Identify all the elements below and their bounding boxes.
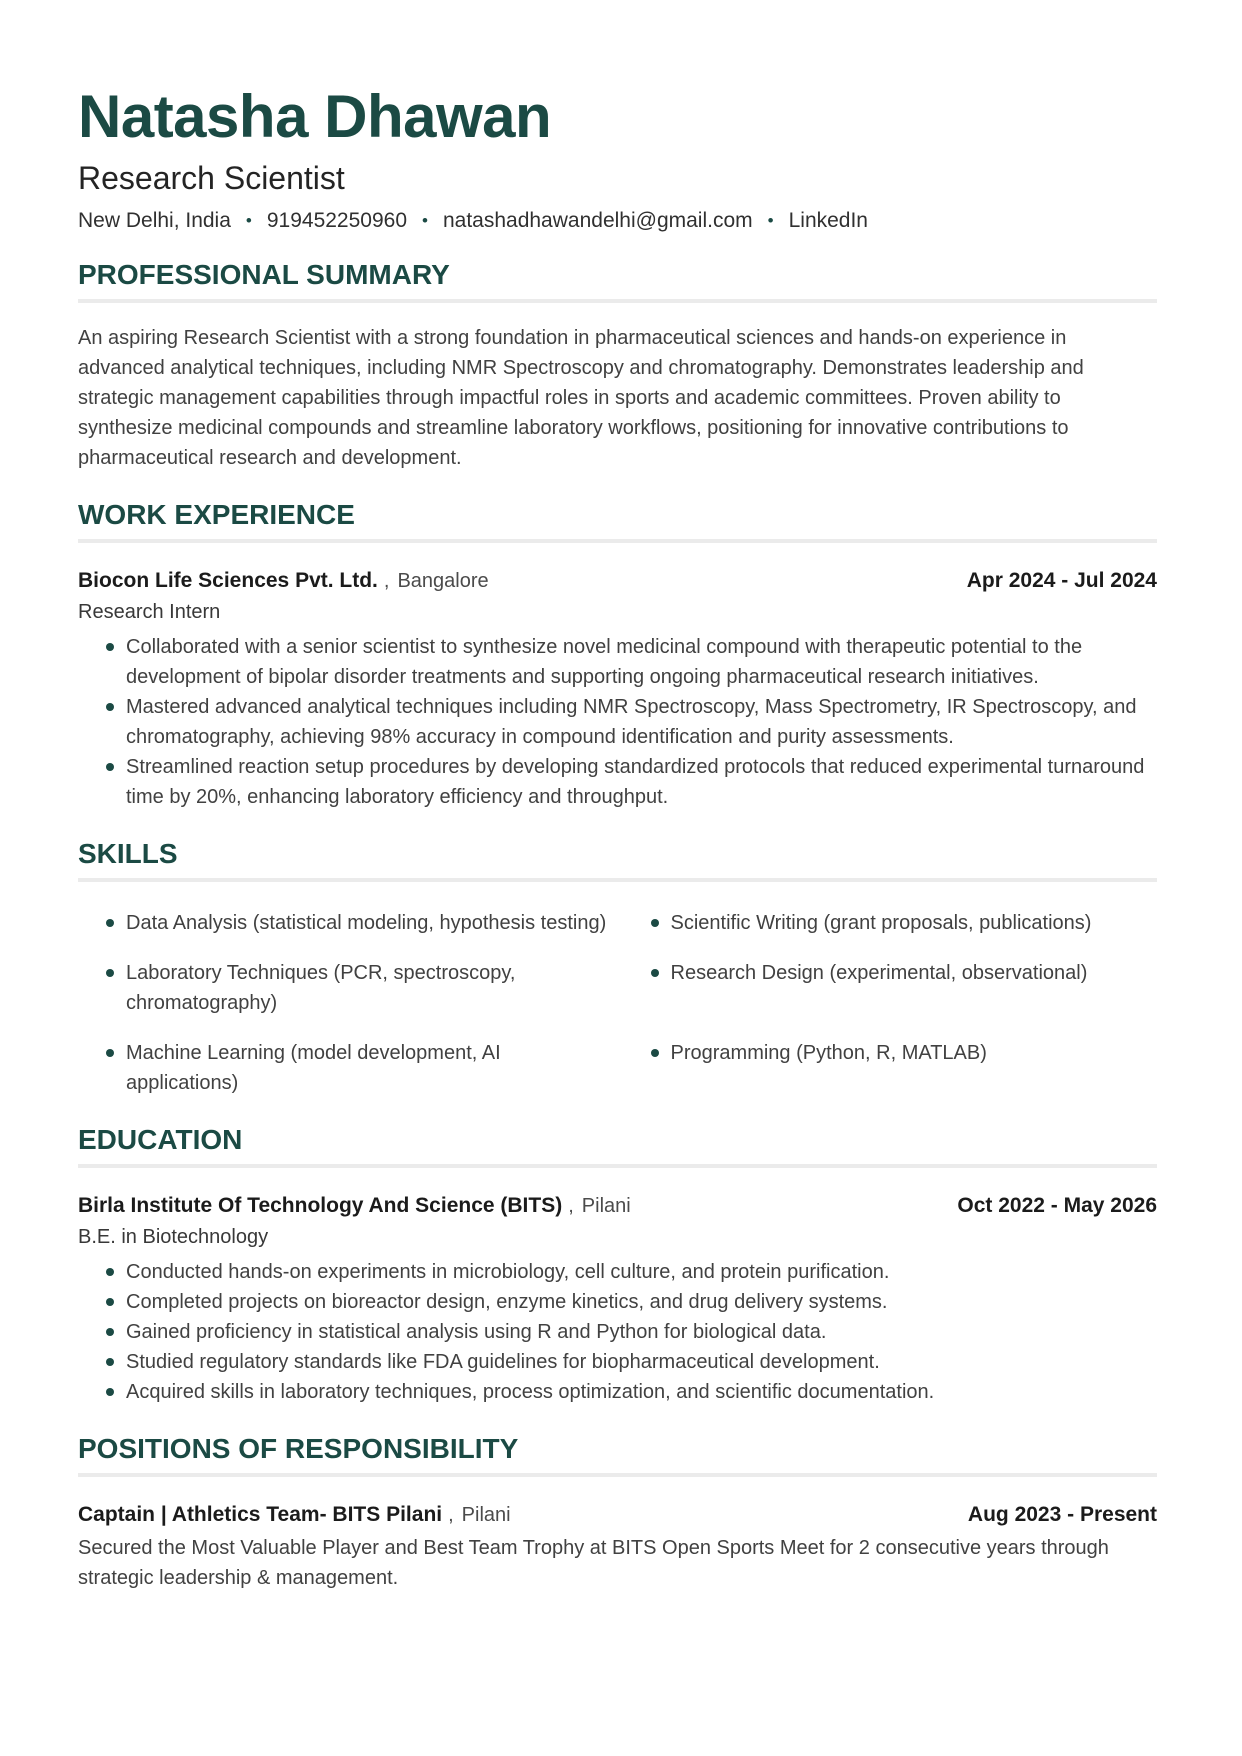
work-bullet: Streamlined reaction setup procedures by developing standardized protocols that reduced experimental turnaround time by 20%, enhancing laboratory efficiency and throughput. <box>78 752 1157 812</box>
contact-location: New Delhi, India <box>78 209 231 233</box>
positions-title: Captain | Athletics Team- BITS Pilani <box>78 1503 443 1527</box>
dot-separator-icon: • <box>767 211 774 231</box>
section-divider <box>78 299 1157 303</box>
work-bullet: Collaborated with a senior scientist to synthesize novel medicinal compound with therapeutic potential to the development of bipolar disorder treatments and supporting ongoing pharmaceutical research initiatives. <box>78 632 1157 692</box>
comma-separator: , <box>383 570 390 593</box>
positions-description: Secured the Most Valuable Player and Best Team Trophy at BITS Open Sports Meet for 2 consecutive years through strategic leadership & management. <box>78 1537 1109 1590</box>
contact-phone: 919452250960 <box>266 209 408 233</box>
positions-entry-header <box>78 1503 1157 1527</box>
skills-grid <box>78 908 1157 1098</box>
positions-dates: Aug 2023 - Present <box>967 1503 1157 1527</box>
education-location: Pilani <box>581 1195 631 1218</box>
positions-location: Pilani <box>461 1504 511 1527</box>
skill-item: Programming (Python, R, MATLAB) <box>623 1038 1158 1098</box>
summary-text: An aspiring Research Scientist with a strong foundation in pharmaceutical sciences and hands-on experience in advanced analytical techniques, including NMR Spectroscopy and chromatography. Demonstrates leadership and strategic management capabilities through impactful roles in sports and academic committees. Proven ability to synthesize medicinal compounds and streamline laboratory workflows, positioning for innovative contributions to pharmaceutical research and development. <box>78 327 1084 470</box>
person-name: Natasha Dhawan <box>78 83 552 150</box>
skill-item: Research Design (experimental, observational) <box>623 958 1158 1018</box>
work-bullet: Mastered advanced analytical techniques including NMR Spectroscopy, Mass Spectrometry, IR Spectroscopy, and chromatography, achieving 98% accuracy in compound identification and purity assessments. <box>78 692 1157 752</box>
education-bullet: Acquired skills in laboratory techniques, process optimization, and scientific documentation. <box>78 1377 1157 1407</box>
section-divider <box>78 1164 1157 1168</box>
person-job-title: Research Scientist <box>78 160 345 196</box>
education-bullet: Studied regulatory standards like FDA guidelines for biopharmaceutical development. <box>78 1347 1157 1377</box>
comma-separator: , <box>448 1504 454 1527</box>
education-entry-header <box>78 1194 1157 1218</box>
section-divider <box>78 878 1157 882</box>
section-work-experience <box>78 497 1157 812</box>
dot-separator-icon: • <box>245 211 252 231</box>
resume-header <box>78 82 1157 233</box>
education-school-name: Birla Institute Of Technology And Science (BITS) <box>78 1194 563 1218</box>
work-location: Bangalore <box>397 570 489 593</box>
work-dates: Apr 2024 - Jul 2024 <box>966 569 1157 593</box>
contact-linkedin-link[interactable]: LinkedIn <box>788 209 868 233</box>
skill-item: Scientific Writing (grant proposals, publications) <box>623 908 1158 938</box>
education-dates: Oct 2022 - May 2026 <box>957 1194 1157 1218</box>
contact-line <box>78 209 1157 233</box>
work-company-name: Biocon Life Sciences Pvt. Ltd. <box>78 569 378 593</box>
section-heading-summary: PROFESSIONAL SUMMARY <box>78 259 450 291</box>
work-entry-header <box>78 569 1157 593</box>
education-bullet: Gained proficiency in statistical analysis using R and Python for biological data. <box>78 1317 1157 1347</box>
dot-separator-icon: • <box>422 211 428 231</box>
work-company-line <box>78 569 489 593</box>
education-bullet-list <box>78 1257 1157 1407</box>
positions-title-line <box>78 1503 511 1527</box>
section-skills <box>78 836 1157 1098</box>
comma-separator: , <box>568 1195 574 1218</box>
contact-email[interactable]: natashadhawandelhi@gmail.com <box>442 209 753 233</box>
education-degree: B.E. in Biotechnology <box>78 1226 269 1249</box>
section-heading-positions: POSITIONS OF RESPONSIBILITY <box>78 1433 519 1465</box>
work-bullet-list <box>78 632 1157 812</box>
section-positions <box>78 1431 1157 1593</box>
education-school-line <box>78 1194 631 1218</box>
section-divider <box>78 539 1157 543</box>
skill-item: Data Analysis (statistical modeling, hypothesis testing) <box>78 908 613 938</box>
skill-item: Machine Learning (model development, AI applications) <box>78 1038 613 1098</box>
education-bullet: Completed projects on bioreactor design, enzyme kinetics, and drug delivery systems. <box>78 1287 1157 1317</box>
skill-item: Laboratory Techniques (PCR, spectroscopy, chromatography) <box>78 958 613 1018</box>
section-heading-work: WORK EXPERIENCE <box>78 499 355 531</box>
work-role: Research Intern <box>78 601 221 624</box>
section-heading-skills: SKILLS <box>78 838 178 870</box>
education-bullet: Conducted hands-on experiments in microbiology, cell culture, and protein purification. <box>78 1257 1157 1287</box>
section-education <box>78 1122 1157 1407</box>
section-professional-summary <box>78 257 1157 473</box>
section-heading-education: EDUCATION <box>78 1124 243 1156</box>
section-divider <box>78 1473 1157 1477</box>
